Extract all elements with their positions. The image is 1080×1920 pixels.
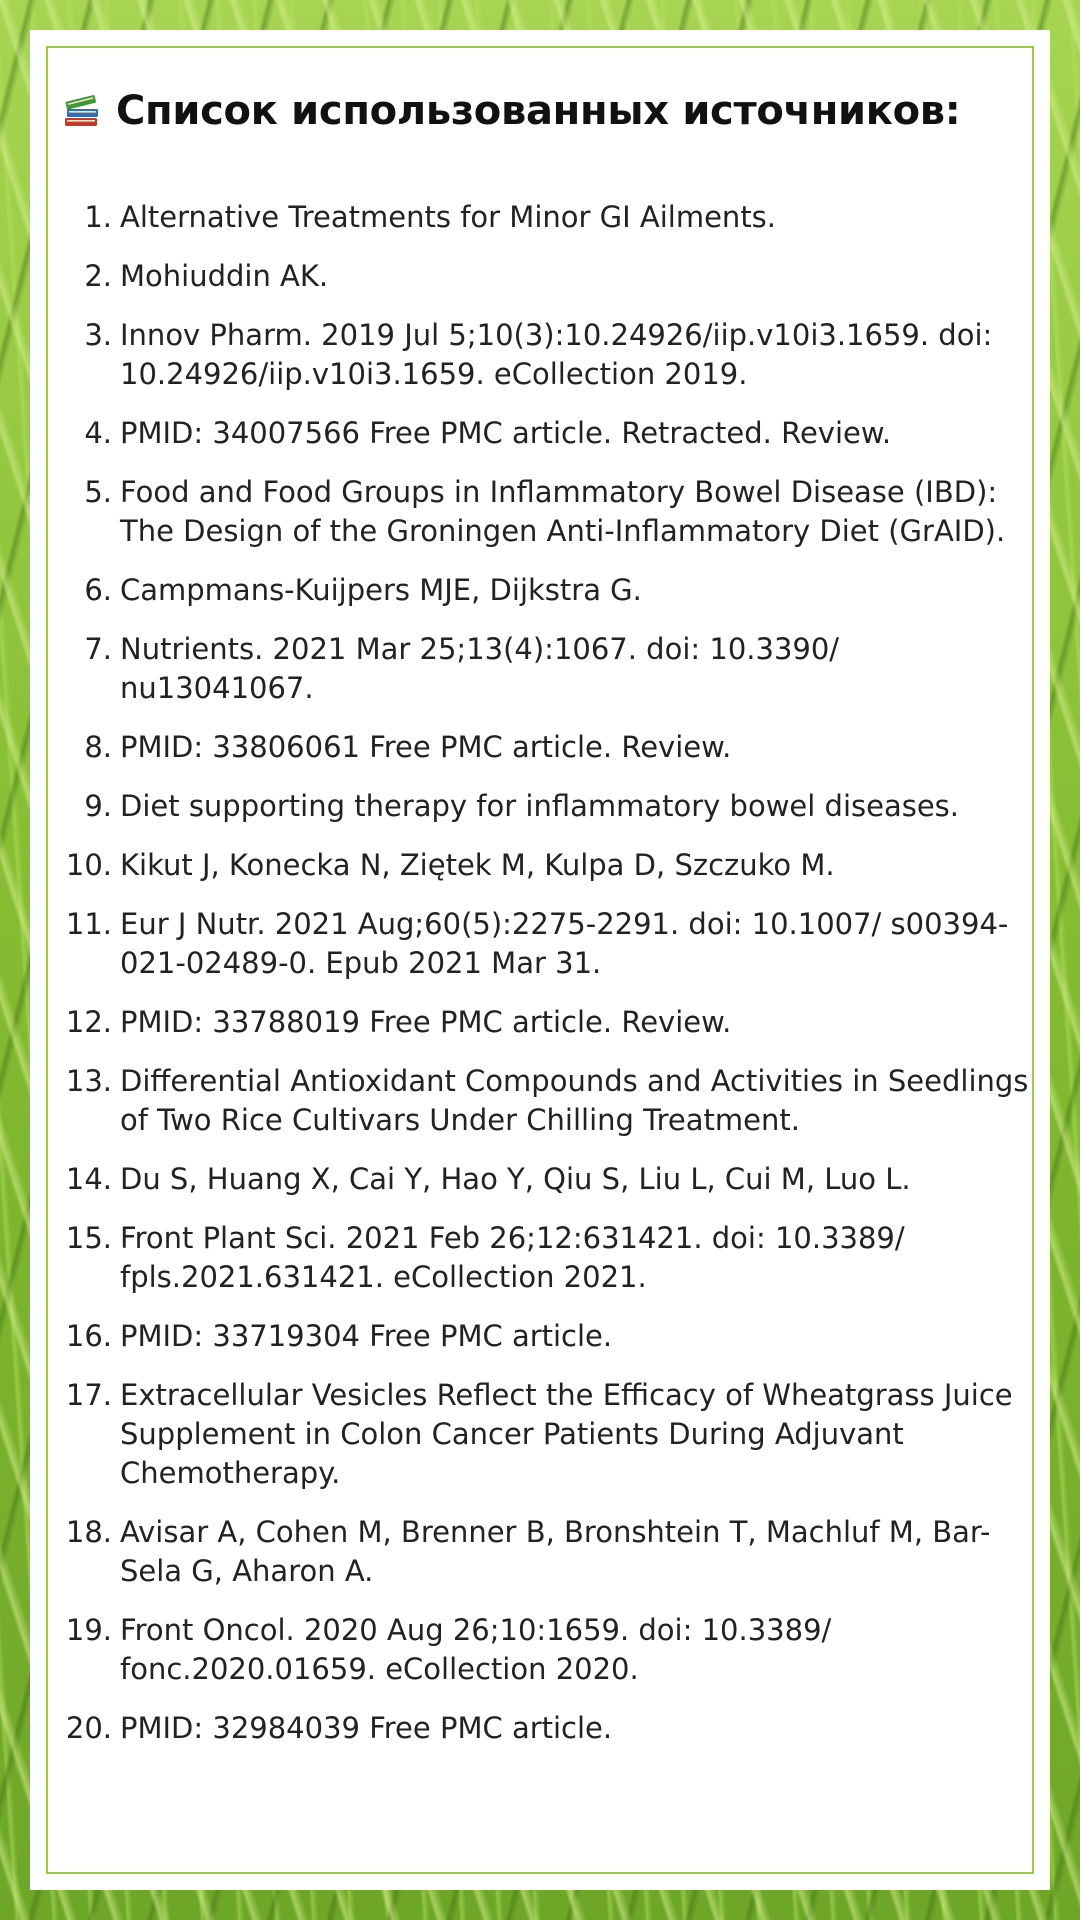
reference-number: 6.	[84, 573, 112, 607]
reference-item	[62, 316, 1038, 394]
references-list	[62, 198, 1038, 1768]
reference-text: Food and Food Groups in Inflammatory Bowel Disease (IBD): The Design of the Groningen Anti-Inflammatory Diet (GrAID).	[120, 475, 1006, 548]
reference-text: Avisar A, Cohen M, Brenner B, Bronshtein T, Machluf M, Bar-Sela G, Aharon A.	[120, 1515, 991, 1588]
books-icon	[62, 91, 102, 131]
reference-text: PMID: 33788019 Free PMC article. Review.	[120, 1005, 732, 1039]
reference-text: Alternative Treatments for Minor GI Ailments.	[120, 200, 777, 234]
reference-number: 1.	[84, 200, 112, 234]
reference-text: Differential Antioxidant Compounds and Activities in Seedlings of Two Rice Cultivars Under Chilling Treatment.	[120, 1064, 1029, 1137]
reference-item	[62, 414, 1038, 453]
reference-item	[62, 473, 1038, 551]
reference-text: Diet supporting therapy for inflammatory bowel diseases.	[120, 789, 960, 823]
reference-item	[62, 905, 1038, 983]
reference-number: 2.	[84, 259, 112, 293]
reference-number: 9.	[84, 789, 112, 823]
reference-text: PMID: 32984039 Free PMC article.	[120, 1711, 613, 1745]
references-card	[30, 30, 1050, 1890]
reference-item	[62, 257, 1038, 296]
reference-item	[62, 1611, 1038, 1689]
reference-item	[62, 1709, 1038, 1748]
reference-number: 7.	[84, 632, 112, 666]
reference-text: Campmans-Kuijpers MJE, Dijkstra G.	[120, 573, 642, 607]
reference-item	[62, 1376, 1038, 1493]
reference-text: Front Plant Sci. 2021 Feb 26;12:631421. doi: 10.3389/ fpls.2021.631421. eCollection 2021.	[120, 1221, 905, 1294]
reference-number: 16.	[65, 1319, 112, 1353]
reference-number: 3.	[84, 318, 112, 352]
reference-text: PMID: 34007566 Free PMC article. Retracted. Review.	[120, 416, 892, 450]
reference-text: PMID: 33719304 Free PMC article.	[120, 1319, 613, 1353]
reference-text: Du S, Huang X, Cai Y, Hao Y, Qiu S, Liu L, Cui M, Luo L.	[120, 1162, 911, 1196]
reference-item	[62, 1160, 1038, 1199]
reference-text: PMID: 33806061 Free PMC article. Review.	[120, 730, 732, 764]
reference-text: Mohiuddin AK.	[120, 259, 329, 293]
reference-number: 11.	[65, 907, 112, 941]
reference-number: 14.	[65, 1162, 112, 1196]
reference-number: 5.	[84, 475, 112, 509]
reference-number: 18.	[65, 1515, 112, 1549]
reference-item	[62, 571, 1038, 610]
reference-text: Innov Pharm. 2019 Jul 5;10(3):10.24926/iip.v10i3.1659. doi: 10.24926/iip.v10i3.1659. eCollection 2019.	[120, 318, 993, 391]
reference-text: Kikut J, Konecka N, Ziętek M, Kulpa D, Szczuko M.	[120, 848, 835, 882]
reference-number: 20.	[65, 1711, 112, 1745]
reference-item	[62, 1062, 1038, 1140]
reference-item	[62, 198, 1038, 237]
reference-item	[62, 1317, 1038, 1356]
reference-number: 19.	[65, 1613, 112, 1647]
reference-item	[62, 787, 1038, 826]
reference-number: 4.	[84, 416, 112, 450]
reference-text: Front Oncol. 2020 Aug 26;10:1659. doi: 10.3389/ fonc.2020.01659. eCollection 2020.	[120, 1613, 832, 1686]
reference-text: Nutrients. 2021 Mar 25;13(4):1067. doi: 10.3390/ nu13041067.	[120, 632, 840, 705]
reference-number: 15.	[65, 1221, 112, 1255]
reference-item	[62, 1513, 1038, 1591]
reference-item	[62, 630, 1038, 708]
reference-number: 17.	[65, 1378, 112, 1412]
reference-text: Extracellular Vesicles Reflect the Efficacy of Wheatgrass Juice Supplement in Colon Cancer Patients During Adjuvant Chemotherapy.	[120, 1378, 1013, 1490]
reference-item	[62, 1003, 1038, 1042]
reference-number: 10.	[65, 848, 112, 882]
reference-item	[62, 846, 1038, 885]
reference-number: 8.	[84, 730, 112, 764]
page-title: Список использованных источников:	[116, 88, 961, 134]
reference-item	[62, 728, 1038, 767]
title-row	[62, 88, 961, 134]
reference-text: Eur J Nutr. 2021 Aug;60(5):2275-2291. doi: 10.1007/ s00394-021-02489-0. Epub 2021 Mar 31.	[120, 907, 1009, 980]
reference-number: 13.	[65, 1064, 112, 1098]
reference-item	[62, 1219, 1038, 1297]
reference-number: 12.	[65, 1005, 112, 1039]
